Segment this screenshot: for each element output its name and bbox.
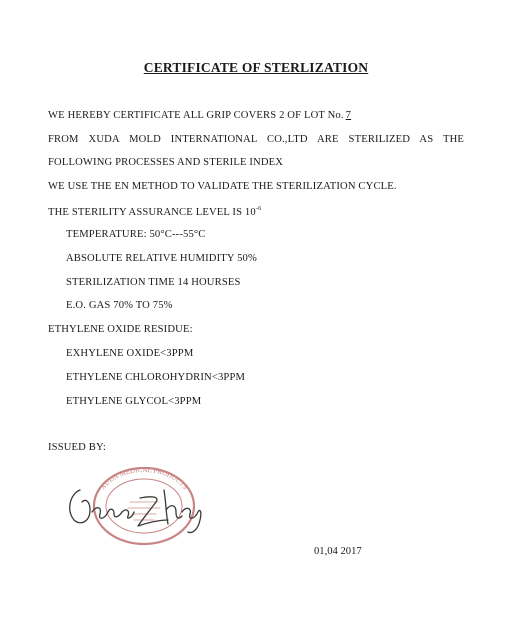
issue-date: 01,04 2017	[314, 546, 362, 557]
sal-exponent: -6	[255, 205, 262, 212]
residue-heading: ETHYLENE OXIDE RESIDUE:	[48, 324, 193, 335]
process-item: E.O. GAS 70% TO 75%	[66, 300, 173, 311]
certificate-title: CERTIFICATE OF STERLIZATION	[143, 60, 369, 75]
seal-ring-textpath: XUDA MEDICAL PRODUCTS	[98, 465, 190, 492]
from-line: FROM XUDA MOLD INTERNATIONAL CO.,LTD ARE STERILIZED AS THE	[48, 134, 464, 145]
process-item: STERILIZATION TIME 14 HOURSES	[66, 277, 241, 288]
residue-item: ETHYLENE CHLOROHYDRIN<3PPM	[66, 372, 246, 383]
lot-number: 7	[345, 110, 352, 121]
sal-text: THE STERILITY ASSURANCE LEVEL IS 10	[48, 207, 256, 218]
process-item: ABSOLUTE RELATIVE HUMIDITY 50%	[66, 253, 257, 264]
issued-by-label: ISSUED BY:	[48, 442, 106, 453]
residue-item: ETHYLENE GLYCOL<3PPM	[66, 396, 202, 407]
following-line: FOLLOWING PROCESSES AND STERILE INDEX	[48, 157, 284, 168]
process-item: TEMPERATURE: 50°C---55°C	[66, 229, 206, 240]
residue-item: EXHYLENE OXIDE<3PPM	[66, 348, 194, 359]
certify-text: WE HEREBY CERTIFICATE ALL GRIP COVERS 2 OF LOT No.	[48, 110, 344, 121]
sal-line	[48, 205, 262, 218]
certify-line	[48, 110, 359, 121]
method-line: WE USE THE EN METHOD TO VALIDATE THE STERILIZATION CYCLE.	[48, 181, 397, 192]
company-seal-stamp	[60, 462, 210, 552]
